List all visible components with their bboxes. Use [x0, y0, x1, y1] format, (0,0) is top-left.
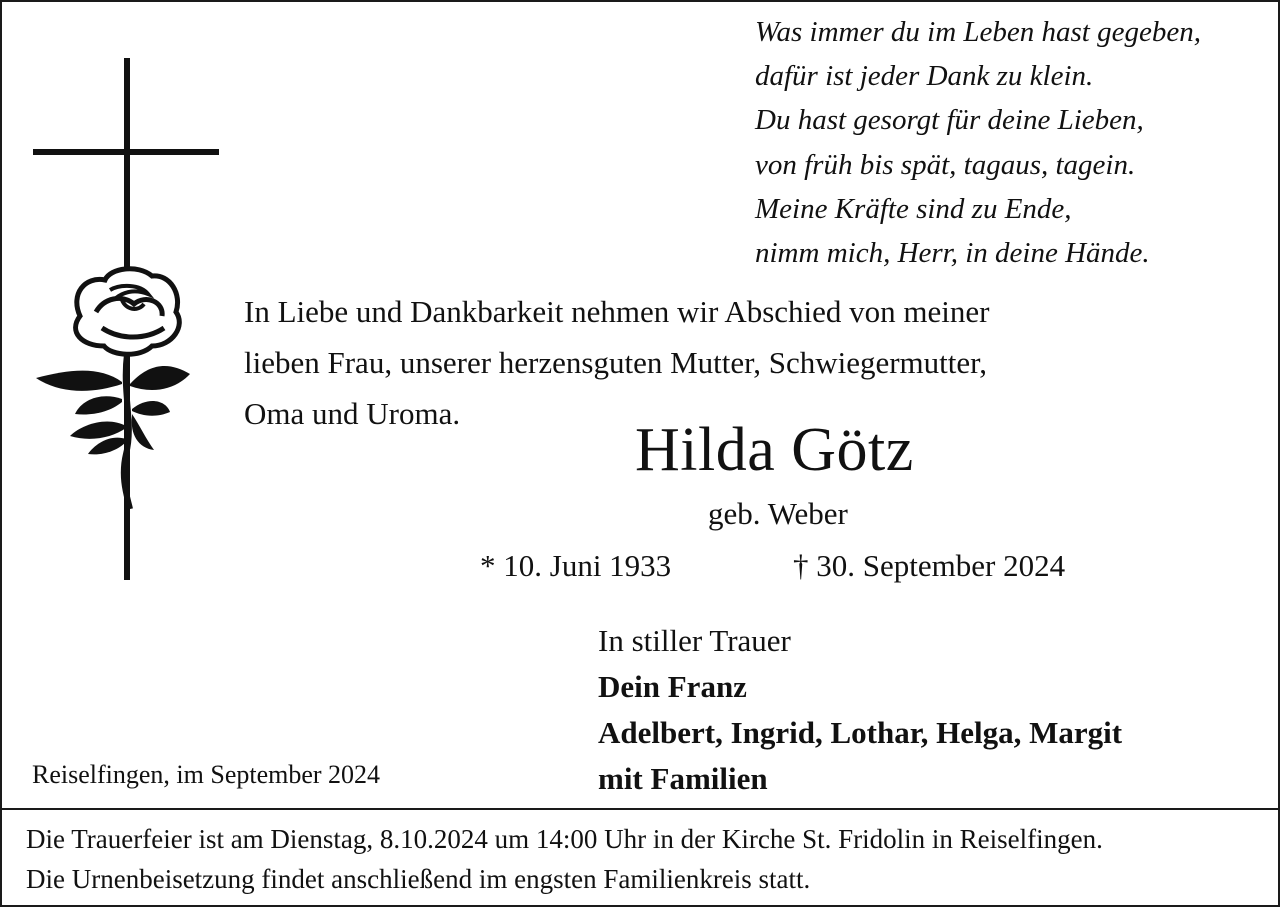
birth-name: geb. Weber [708, 496, 848, 531]
cross-with-rose-emblem [30, 54, 230, 584]
ceremony-line: Die Urnenbeisetzung findet anschließend im engsten Familienkreis statt. [26, 864, 811, 894]
mourner-line: Dein Franz [598, 669, 747, 704]
poem-line: dafür ist jeder Dank zu klein. [755, 60, 1094, 93]
poem-line: Du hast gesorgt für deine Lieben, [755, 104, 1144, 137]
poem-line: Was immer du im Leben hast gegeben, [755, 16, 1201, 48]
rose-icon [36, 269, 190, 509]
ceremony-line: Die Trauerfeier ist am Dienstag, 8.10.2024 um 14:00 Uhr in der Kirche St. Fridolin in Reiselfingen. [26, 824, 1103, 854]
intro-line: lieben Frau, unserer herzensguten Mutter, Schwiegermutter, [244, 345, 987, 380]
poem-line: Meine Kräfte sind zu Ende, [755, 192, 1072, 225]
birth-date: * 10. Juni 1933 [480, 548, 672, 583]
intro-line: In Liebe und Dankbarkeit nehmen wir Abschied von meiner [244, 294, 990, 329]
footer-divider [2, 808, 1278, 810]
mourner-line: Adelbert, Ingrid, Lothar, Helga, Margit [598, 715, 1123, 750]
deceased-name: Hilda Götz [635, 416, 914, 484]
intro-line: Oma und Uroma. [244, 396, 461, 431]
mourner-line: mit Familien [598, 761, 768, 796]
place-date: Reiselfingen, im September 2024 [32, 760, 381, 789]
death-date: † 30. September 2024 [793, 548, 1066, 583]
ceremony-info [26, 819, 1103, 899]
mourners [598, 618, 1122, 802]
poem [755, 10, 1201, 275]
poem-line: von früh bis spät, tagaus, tagein. [755, 148, 1136, 181]
poem-line: nimm mich, Herr, in deine Hände. [755, 237, 1150, 270]
mourners-intro: In stiller Trauer [598, 623, 791, 658]
